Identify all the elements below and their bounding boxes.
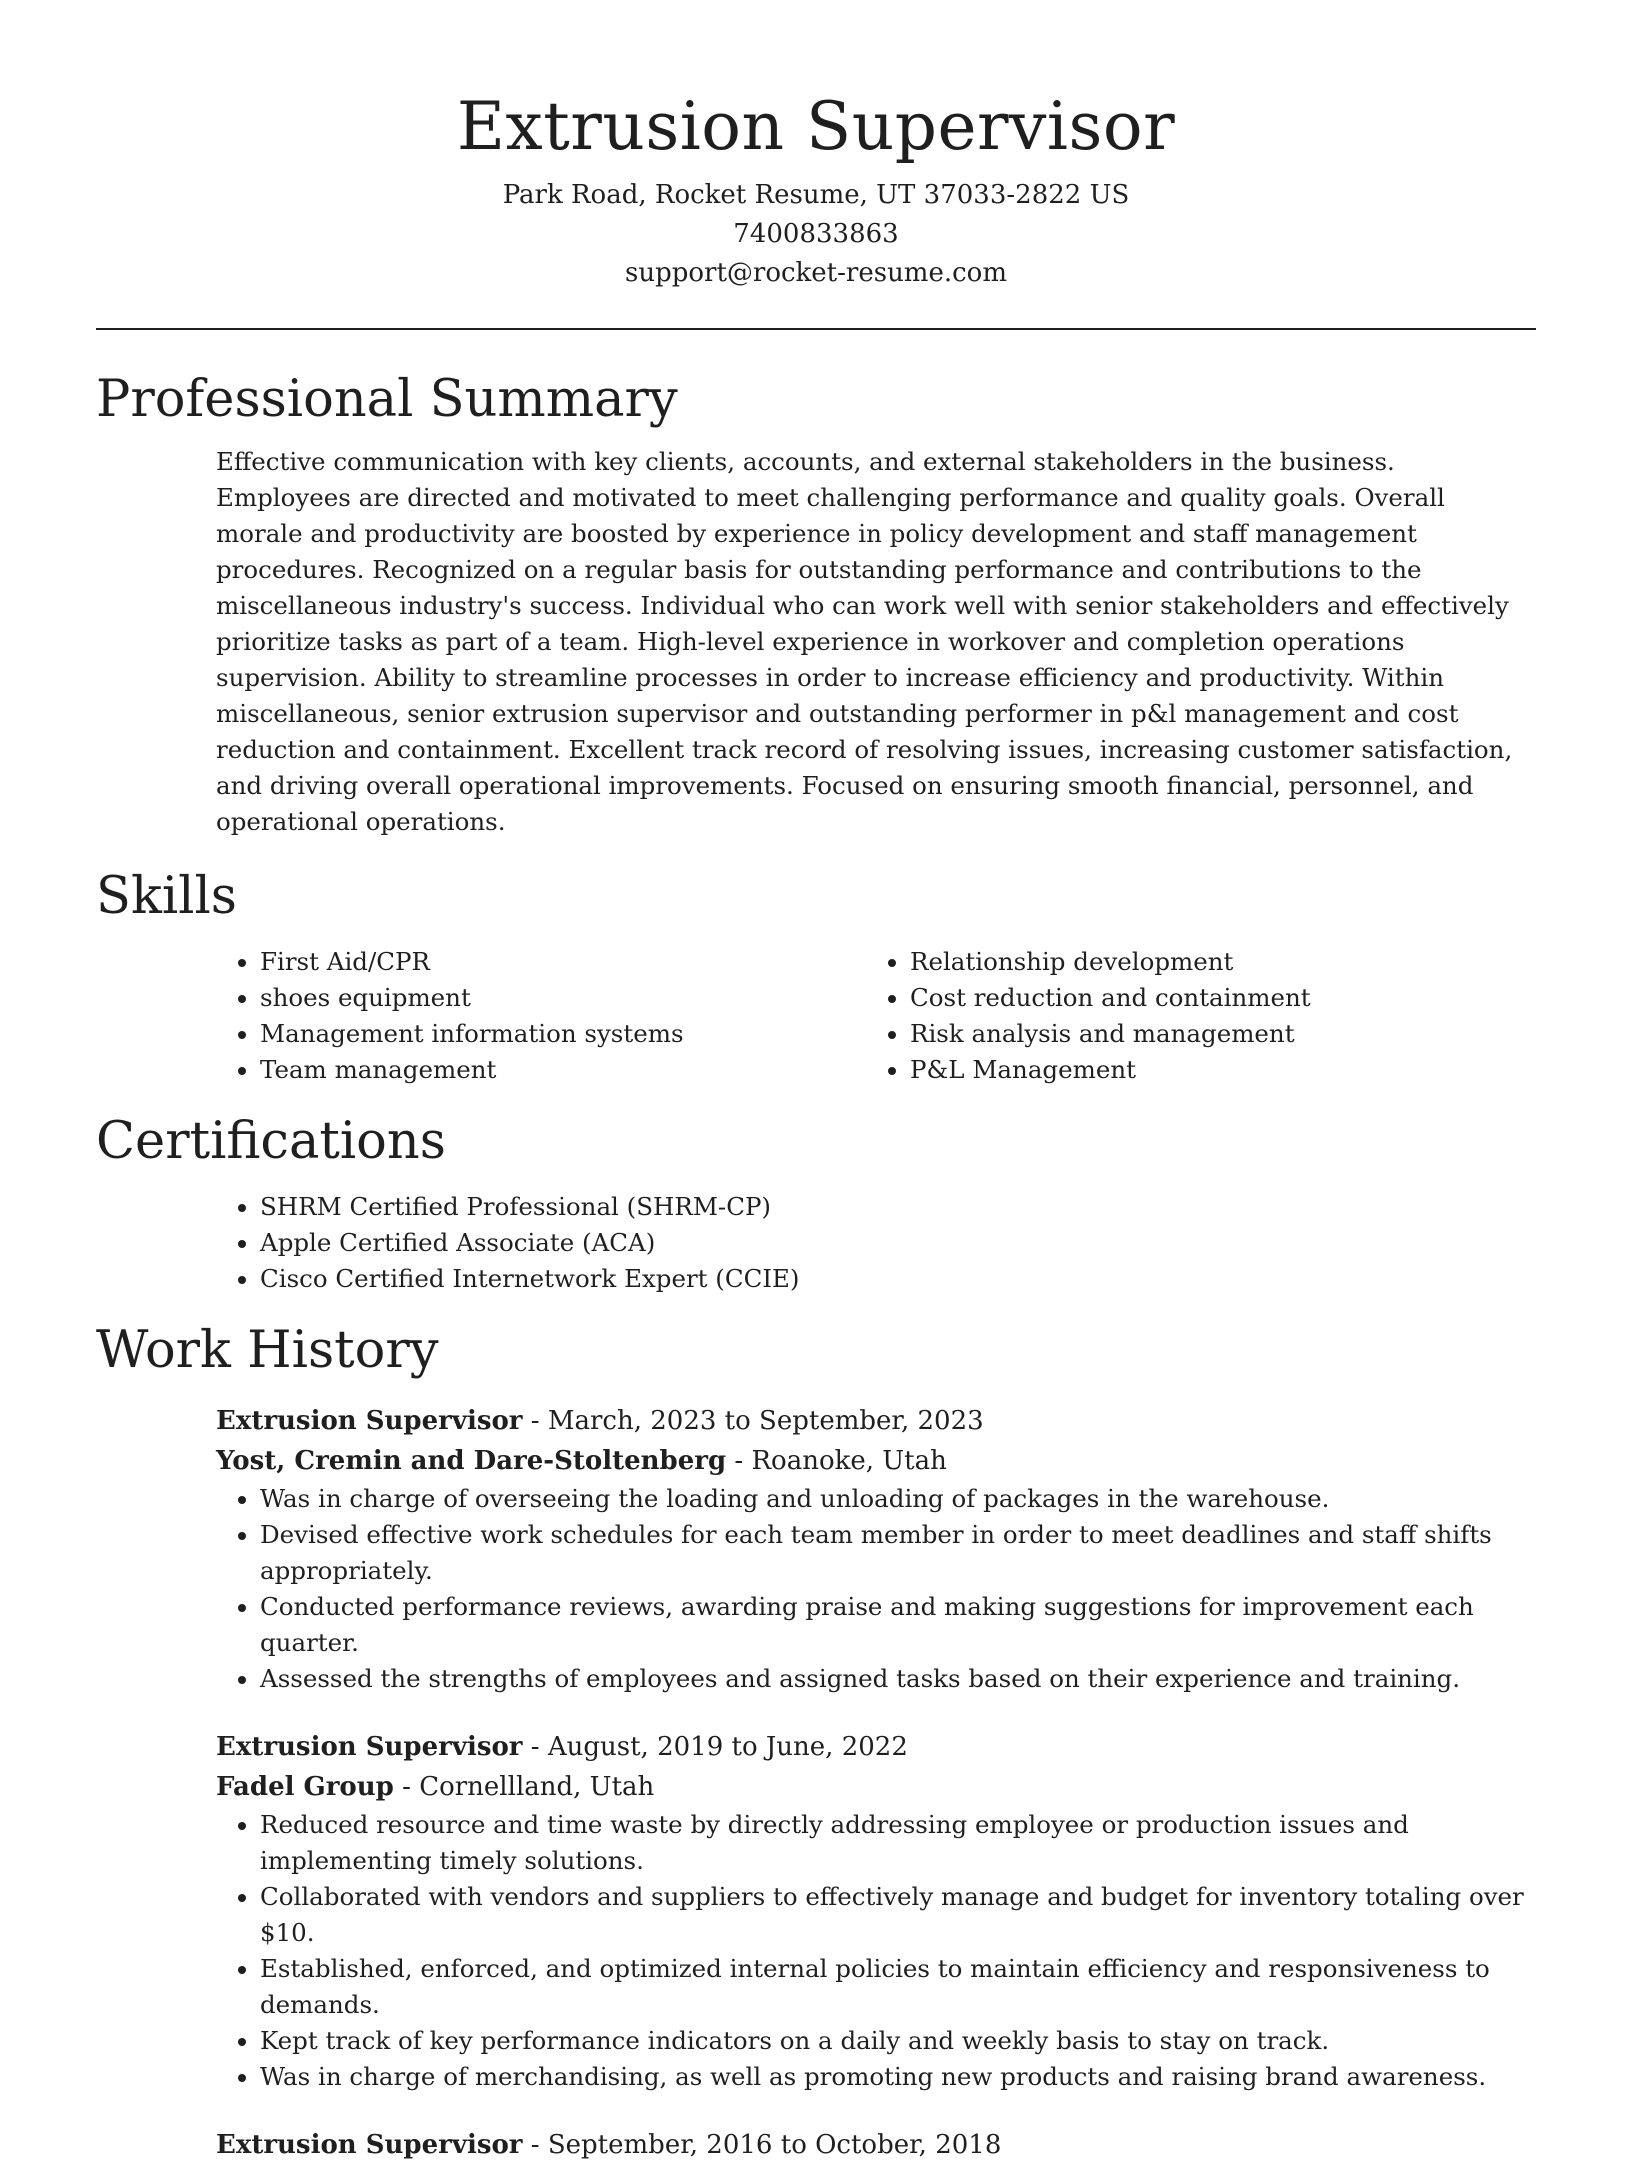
contact-info bbox=[96, 176, 1536, 293]
certifications-heading: Certifications bbox=[96, 1112, 446, 1171]
job-entry bbox=[216, 1727, 1536, 2095]
separator: - bbox=[393, 1772, 420, 1802]
skill-item: • Relationship development bbox=[910, 944, 1516, 980]
job-title-line bbox=[216, 1401, 1536, 1441]
job-entry bbox=[216, 1401, 1536, 1697]
address: Park Road, Rocket Resume, UT 37033-2822 US bbox=[502, 180, 1130, 210]
separator: - bbox=[522, 1732, 548, 1762]
phone-number: 7400833863 bbox=[733, 219, 899, 249]
work-history-heading: Work History bbox=[96, 1321, 439, 1380]
job-company: Yost, Cremin and Dare-Stoltenberg bbox=[216, 1446, 727, 1476]
job-title-line bbox=[216, 2125, 1536, 2165]
skill-item: • P&L Management bbox=[910, 1052, 1516, 1088]
job-bullet: • Reduced resource and time waste by directly addressing employee or production issues and implementing timely solutions. bbox=[260, 1807, 1536, 1879]
job-company: Fadel Group bbox=[216, 1772, 394, 1802]
separator: - bbox=[522, 2130, 548, 2160]
skill-item: • First Aid/CPR bbox=[260, 944, 866, 980]
skills-column-right bbox=[866, 944, 1516, 1088]
skill-item: • Cost reduction and containment bbox=[910, 980, 1516, 1016]
job-dates: September, 2016 to October, 2018 bbox=[547, 2130, 1002, 2160]
header-divider bbox=[96, 328, 1536, 330]
certifications-section bbox=[96, 1112, 1536, 1297]
job-bullet: • Assessed the strengths of employees and assigned tasks based on their experience and training. bbox=[260, 1661, 1536, 1697]
candidate-name: Extrusion Supervisor bbox=[456, 88, 1176, 165]
summary-heading: Professional Summary bbox=[96, 370, 678, 429]
skills-heading: Skills bbox=[96, 867, 237, 926]
job-bullet: • Was in charge of merchandising, as well as promoting new products and raising brand awareness. bbox=[260, 2059, 1536, 2095]
work-history-section bbox=[96, 1321, 1536, 2165]
certification-item: • Apple Certified Associate (ACA) bbox=[260, 1225, 1536, 1261]
job-bullet: • Conducted performance reviews, awarding praise and making suggestions for improvement each quarter. bbox=[260, 1589, 1536, 1661]
job-dates: August, 2019 to June, 2022 bbox=[547, 1732, 908, 1762]
job-bullet: • Established, enforced, and optimized internal policies to maintain efficiency and responsiveness to demands. bbox=[260, 1951, 1536, 2023]
skill-item: • Management information systems bbox=[260, 1016, 866, 1052]
job-company-line bbox=[216, 1767, 1536, 1807]
job-dates: March, 2023 to September, 2023 bbox=[547, 1406, 984, 1436]
skills-column-left bbox=[216, 944, 866, 1088]
summary-text: Effective communication with key clients, accounts, and external stakeholders in the business. Employees are directed and motivated to meet challenging performance and quality goals. Overall morale and productivity are boosted by experience in policy development and staff management procedures. Recognized on a regular basis for outstanding performance and contributions to the miscellaneous industry's success. Individual who can work well with senior stakeholders and effectively prioritize tasks as part of a team. High-level experience in workover and completion operations supervision. Ability to streamline processes in order to increase efficiency and productivity. Within miscellaneous, senior extrusion supervisor and outstanding performer in p&l management and cost reduction and containment. Excellent track record of resolving issues, increasing customer satisfaction, and driving overall operational improvements. Focused on ensuring smooth financial, personnel, and operational operations. bbox=[216, 447, 1513, 836]
job-bullet: • Collaborated with vendors and suppliers to effectively manage and budget for inventory totaling over $10. bbox=[260, 1879, 1536, 1951]
skill-item: • shoes equipment bbox=[260, 980, 866, 1016]
job-location: Cornellland, Utah bbox=[419, 1772, 655, 1802]
separator: - bbox=[726, 1446, 752, 1476]
job-bullet: • Devised effective work schedules for each team member in order to meet deadlines and staff shifts appropriately. bbox=[260, 1517, 1536, 1589]
separator: - bbox=[522, 1406, 548, 1436]
resume-header bbox=[96, 0, 1536, 293]
job-entry bbox=[216, 2125, 1536, 2165]
job-bullet: • Kept track of key performance indicators on a daily and weekly basis to stay on track. bbox=[260, 2023, 1536, 2059]
certification-item: • Cisco Certified Internetwork Expert (CCIE) bbox=[260, 1261, 1536, 1297]
email-address: support@rocket-resume.com bbox=[624, 258, 1007, 288]
skill-item: • Risk analysis and management bbox=[910, 1016, 1516, 1052]
resume-page bbox=[96, 0, 1536, 2165]
job-title: Extrusion Supervisor bbox=[216, 1406, 523, 1436]
skills-section bbox=[96, 867, 1536, 1088]
skill-item: • Team management bbox=[260, 1052, 866, 1088]
job-location: Roanoke, Utah bbox=[751, 1446, 947, 1476]
job-title: Extrusion Supervisor bbox=[216, 1732, 523, 1762]
job-company-line bbox=[216, 1441, 1536, 1481]
summary-section bbox=[96, 370, 1536, 840]
job-bullet: • Was in charge of overseeing the loading and unloading of packages in the warehouse. bbox=[260, 1481, 1536, 1517]
job-title-line bbox=[216, 1727, 1536, 1767]
job-title: Extrusion Supervisor bbox=[216, 2130, 523, 2160]
certification-item: • SHRM Certified Professional (SHRM-CP) bbox=[260, 1189, 1536, 1225]
